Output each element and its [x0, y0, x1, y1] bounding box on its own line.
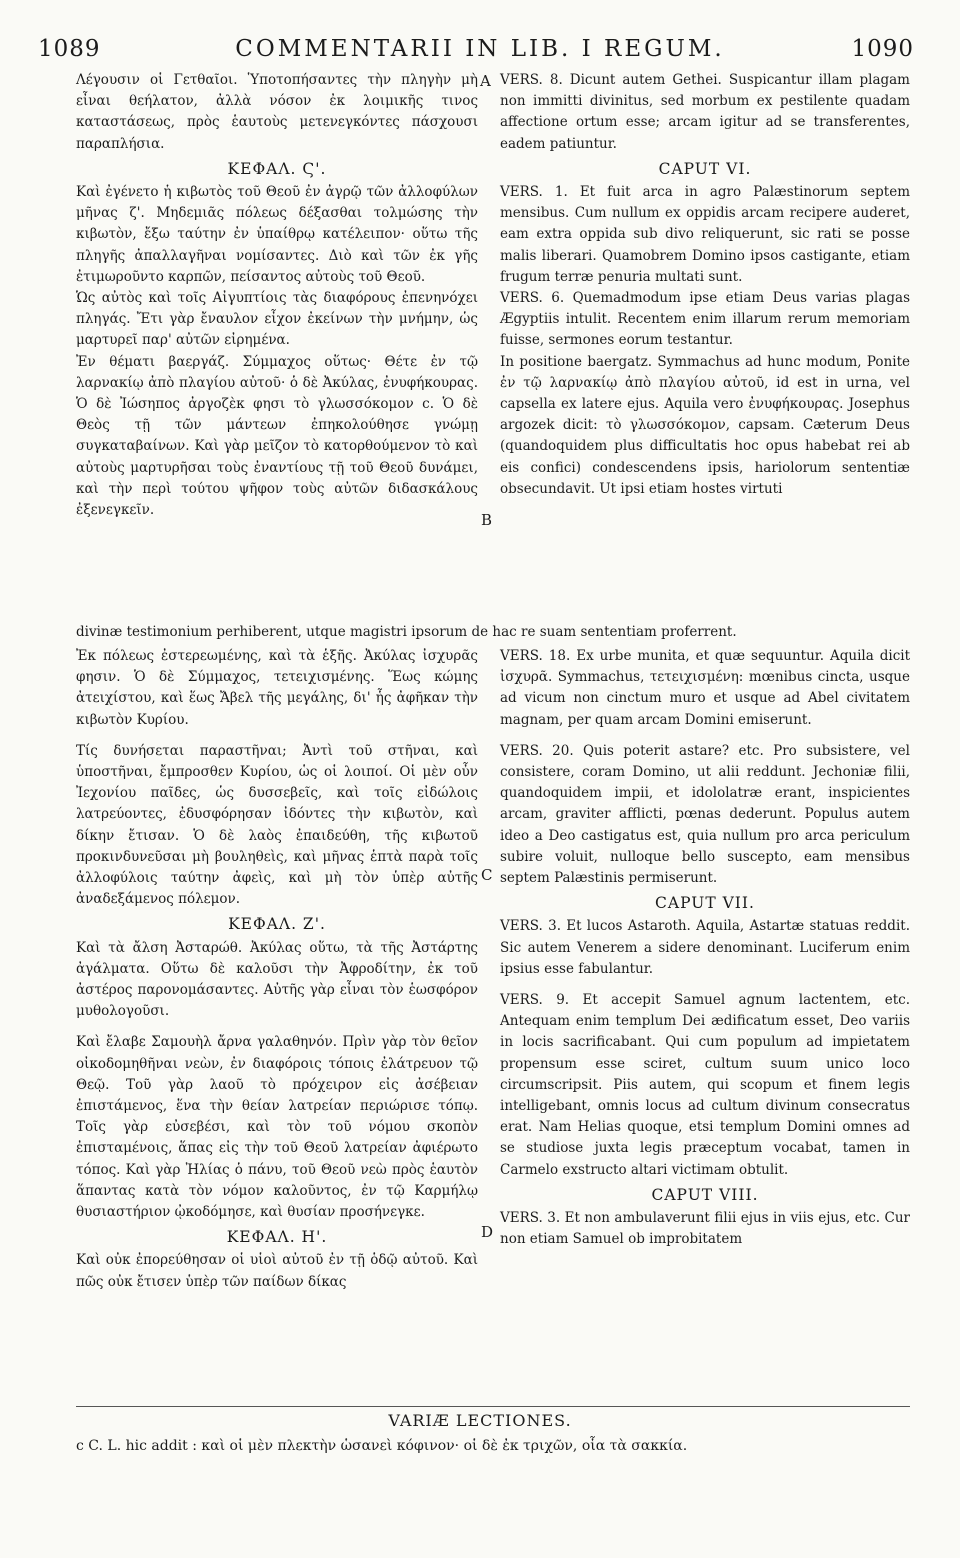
latin-paragraph: In positione baergatz. Symmachus ad hunc modum, Ponite ἐν τῷ λαρνακίῳ ἀπὸ πλαγίου αὐτοῦ, id est in urna, vel capsella ex latere ejus. Aquila vero ἐνυφήκουρας. Josephus argozek dicit: τὸ γλωσσόκομον, capsam. Cæterum Deus (quandoquidem plus difficultatis hoc opus habebat rei ab eis confici) condescendens ipsis, hariolorum sententiæ obsecundavit. Ut ipsi etiam hostes virtuti [500, 353, 910, 497]
margin-letter-a: A [480, 72, 491, 90]
margin-letter-d: D [481, 1223, 494, 1241]
latin-paragraph: VERS. 20. Quis poterit astare? etc. Pro subsistere, vel consistere, coram Domino, ut alii reddunt. Jechoniæ filii, quandoquidem impii, et idololatræ erant, inspicientes arcam, graviter afflicti, pœnas dederunt. Populus autem ideo a Deo castigatus est, quia nullum pro arca periculum subire voluit, nulloque bello suscepto, eam mensibus septem Palæstinis permiserunt. [500, 742, 910, 887]
right-page-number: 1090 [851, 36, 914, 62]
greek-paragraph: Καὶ οὐκ ἐπορεύθησαν οἱ υἱοὶ αὐτοῦ ἐν τῇ ὁδῷ αὐτοῦ. Καὶ πῶς οὐκ ἔτισεν ὑπὲρ τῶν παίδων δίκας [76, 1252, 478, 1290]
latin-paragraph: VERS. 8. Dicunt autem Gethei. Suspicantur illam plagam non immitti divinitus, sed morbum ex pestilente quadam affectione ortum esse; arcam igitur ad se transferentes, eadem patiuntur. [500, 72, 910, 152]
margin-letter-c: C [481, 866, 493, 884]
chapter-heading: CAPUT VII. [655, 894, 755, 913]
latin-paragraph: VERS. 18. Ex urbe munita, et quæ sequuntur. Aquila dicit ἰσχυρᾶ. Symmachus, τετειχισμένη: mœnibus cincta, usque ad vicum non cinctum muro et usque ad Abel civitatem magnam, per quam arcam Domini emiserunt. [500, 648, 910, 728]
chapter-heading: CAPUT VIII. [651, 1185, 759, 1204]
full-width-line: divinæ testimonium perhiberent, utque magistri ipsorum de hac re suam sententiam proferrent. [76, 624, 737, 640]
left-page-number: 1089 [38, 36, 101, 62]
running-title: COMMENTARII IN LIB. I REGUM. [235, 36, 725, 62]
latin-column-upper [500, 70, 910, 500]
margin-letter-b: B [481, 511, 493, 529]
greek-paragraph: Ἐκ πόλεως ἐστερεωμένης, καὶ τὰ ἑξῆς. Ἀκύλας ἰσχυρᾶς φησιν. Ὁ δὲ Σύμμαχος, τετειχισμένης. Ἕως κώμης ἀτειχίστου, καὶ ἕως Ἄβελ τῆς μεγάλης, δι' ἧς ἀφῆκαν τὴν κιβωτὸν Κυρίου. [76, 648, 478, 728]
greek-paragraph: Τίς δυνήσεται παραστῆναι; Ἀντὶ τοῦ στῆναι, καὶ ὑποστῆναι, ἔμπροσθεν Κυρίου, ὡς οἱ λοιποί. Οἱ μὲν οὖν Ἰεχονίου παῖδες, ὡς δυσσεβεῖς, καὶ τοῖς εἰδώλοις λατρεύοντες, ἐδυσφόρησαν ἰδόντες τὴν κιβωτὸν, καὶ δίκην ἔτισαν. Ὁ δὲ λαὸς ἐπαιδεύθη, τῆς κιβωτοῦ προκινδυνεῦσαι μὴ βουληθεὶς, καὶ μῆνας ἑπτὰ παρὰ τοῖς ἀλλοφύλοις ταύτην ἀφεὶς, καὶ μὴ τὸν ὑπὲρ αὐτῆς ἀναδεξάμενος πόλεμον. [76, 742, 478, 908]
greek-column-lower [76, 646, 478, 1293]
latin-paragraph: VERS. 6. Quemadmodum ipse etiam Deus varias plagas Ægyptiis intulit. Recentem enim illarum rerum memoriam fuisse, sermones eorum testantur. [500, 290, 910, 349]
greek-paragraph: Λέγουσιν οἱ Γετθαῖοι. Ὑποτοπήσαντες τὴν πληγὴν μὴ εἶναι θεήλατον, ἀλλὰ νόσον ἐκ λοιμικῆς τινος καταστάσεως, πρὸς ἑαυτοὺς μετενεγκόντες πάσχουσι παραπλήσια. [76, 72, 478, 152]
latin-paragraph: VERS. 9. Et accepit Samuel agnum lactentem, etc. Antequam enim templum Dei ædificatum esset, Deo variis in locis sacrificabant. Qui cum populum ad impietatem propensum esse sciret, cultum suum unico loco circumscripsit. Piis autem, qui scopum et finem legis intelligebant, omnis locus ad cultum divinum consecratus erat. Nam Helias quoque, etsi templum Domini omnes ad se studiose juxta legis præceptum vocabat, tamen in Carmelo exstructo altari victimam obtulit. [500, 992, 910, 1178]
greek-column-upper [76, 70, 478, 521]
latin-paragraph: VERS. 1. Et fuit arca in agro Palæstinorum septem mensibus. Cum nullum ex oppidis arcam recipere auderet, eam extra oppida sub divo reliquerunt, sic rati se posse malis liberari. Quamobrem Domino ipsos castigante, etiam frugum terræ penuria multati sunt. [500, 184, 910, 285]
chapter-heading: ΚΕΦΑΛ. Ζ'. [228, 915, 326, 934]
greek-paragraph: Καὶ ἔλαβε Σαμουὴλ ἄρνα γαλαθηνόν. Πρὶν γὰρ τὸν θεῖον οἰκοδομηθῆναι νεὼν, ἐν διαφόροις τόποις ἐλάτρευον τῷ Θεῷ. Τοῦ γὰρ λαοῦ τὸ πρόχειρον εἰς ἀσέβειαν ἐπιστάμενος, ἕνα τὴν θείαν λατρείαν περιώρισε τόπῳ. Τοῖς γὰρ εὐσεβέσι, καὶ τὸν τοῦ νόμου σκοπὸν ἐπισταμένοις, ἅπας εἰς τὴν τοῦ Θεοῦ λατρείαν ἀφιέρωτο τόπος. Καὶ γὰρ Ἠλίας ὁ πάνυ, τοῦ Θεοῦ νεὼ πρὸς ἑαυτὸν ἅπαντας κατὰ τὸν νόμον καλοῦντος, ἐν τῷ Καρμήλῳ θυσιαστήριον ᾠκοδόμησε, καὶ θυσίαν προσήνεγκε. [76, 1034, 478, 1221]
latin-paragraph: VERS. 3. Et non ambulaverunt filii ejus in viis ejus, etc. Cur non etiam Samuel ob improbitatem [500, 1210, 910, 1248]
greek-paragraph: Καὶ ἐγένετο ἡ κιβωτὸς τοῦ Θεοῦ ἐν ἀγρῷ τῶν ἀλλοφύλων μῆνας ζ'. Μηδεμιᾶς πόλεως δέξασθαι τολμώσης τὴν κιβωτὸν, ἔξω ταύτην ἐν ὑπαίθρῳ κατέλειπον· οὕτω τῆς πληγῆς ἀπαλλαγῆναι νομίσαντες. Διὸ καὶ τῶν ἐκ γῆς ἐτιμωροῦντο καρπῶν, πείσαντος αὐτοὺς τοῦ Θεοῦ. [76, 184, 478, 285]
variae-lectiones-note: c C. L. hic addit : καὶ οἱ μὲν πλεκτὴν ὡσανεὶ κόφινον· οἱ δὲ ἐκ τριχῶν, οἷα τὰ σακκία. [76, 1438, 688, 1454]
divider [76, 1406, 910, 1407]
greek-paragraph: Καὶ τὰ ἄλση Ἀσταρώθ. Ἀκύλας οὕτω, τὰ τῆς Ἀστάρτης ἀγάλματα. Οὕτω δὲ καλοῦσι τὴν Ἀφροδίτην, ἐκ τοῦ ἀστέρος παρονομάσαντες. Αὐτῆς γὰρ εἶναι τὸν ἑωσφόρον μυθολογοῦσι. [76, 939, 478, 1020]
variae-lectiones-title: VARIÆ LECTIONES. [388, 1411, 572, 1430]
latin-column-lower [500, 646, 910, 1250]
chapter-heading: CAPUT VI. [658, 159, 752, 178]
latin-paragraph: VERS. 3. Et lucos Astaroth. Aquila, Astartæ statuas reddit. Sic autem Venerem a sidere denominant. Luciferum enim ipsius esse fabulantur. [500, 918, 910, 977]
greek-paragraph: Ἐν θέματι βαεργάζ. Σύμμαχος οὕτως· Θέτε ἐν τῷ λαρνακίῳ ἀπὸ πλαγίου αὐτοῦ· ὁ δὲ Ἀκύλας, ἐνυφήκουρας. Ὁ δὲ Ἰώσηπος ἀργοζὲκ φησι τὸ γλωσσόκομον c. Ὁ δὲ Θεὸς τῇ τῶν μάντεων ἐπηκολούθησε γνώμῃ συγκαταβαίνων. Καὶ γὰρ μεῖζον τὸ κατορθούμενον τὸ καὶ αὐτοὺς μαρτυρῆσαι τοὺς ἐναντίους τῇ τοῦ Θεοῦ δυνάμει, καὶ τὴν περὶ τούτου ψῆφον τοὺς αὐτῶν διδασκάλους ἐξενεγκεῖν. [76, 353, 478, 519]
chapter-heading: ΚΕΦΑΛ. Ϛ'. [227, 159, 327, 178]
chapter-heading: ΚΕΦΑΛ. Η'. [226, 1228, 328, 1247]
greek-paragraph: Ὡς αὐτὸς καὶ τοῖς Αἰγυπτίοις τὰς διαφόρους ἐπενηνόχει πληγάς. Ἔτι γὰρ ἔναυλον εἶχον ἐκείνων τὴν μνήμην, ὡς μαρτυρεῖ παρ' αὐτῶν εἰρημένα. [76, 290, 478, 349]
